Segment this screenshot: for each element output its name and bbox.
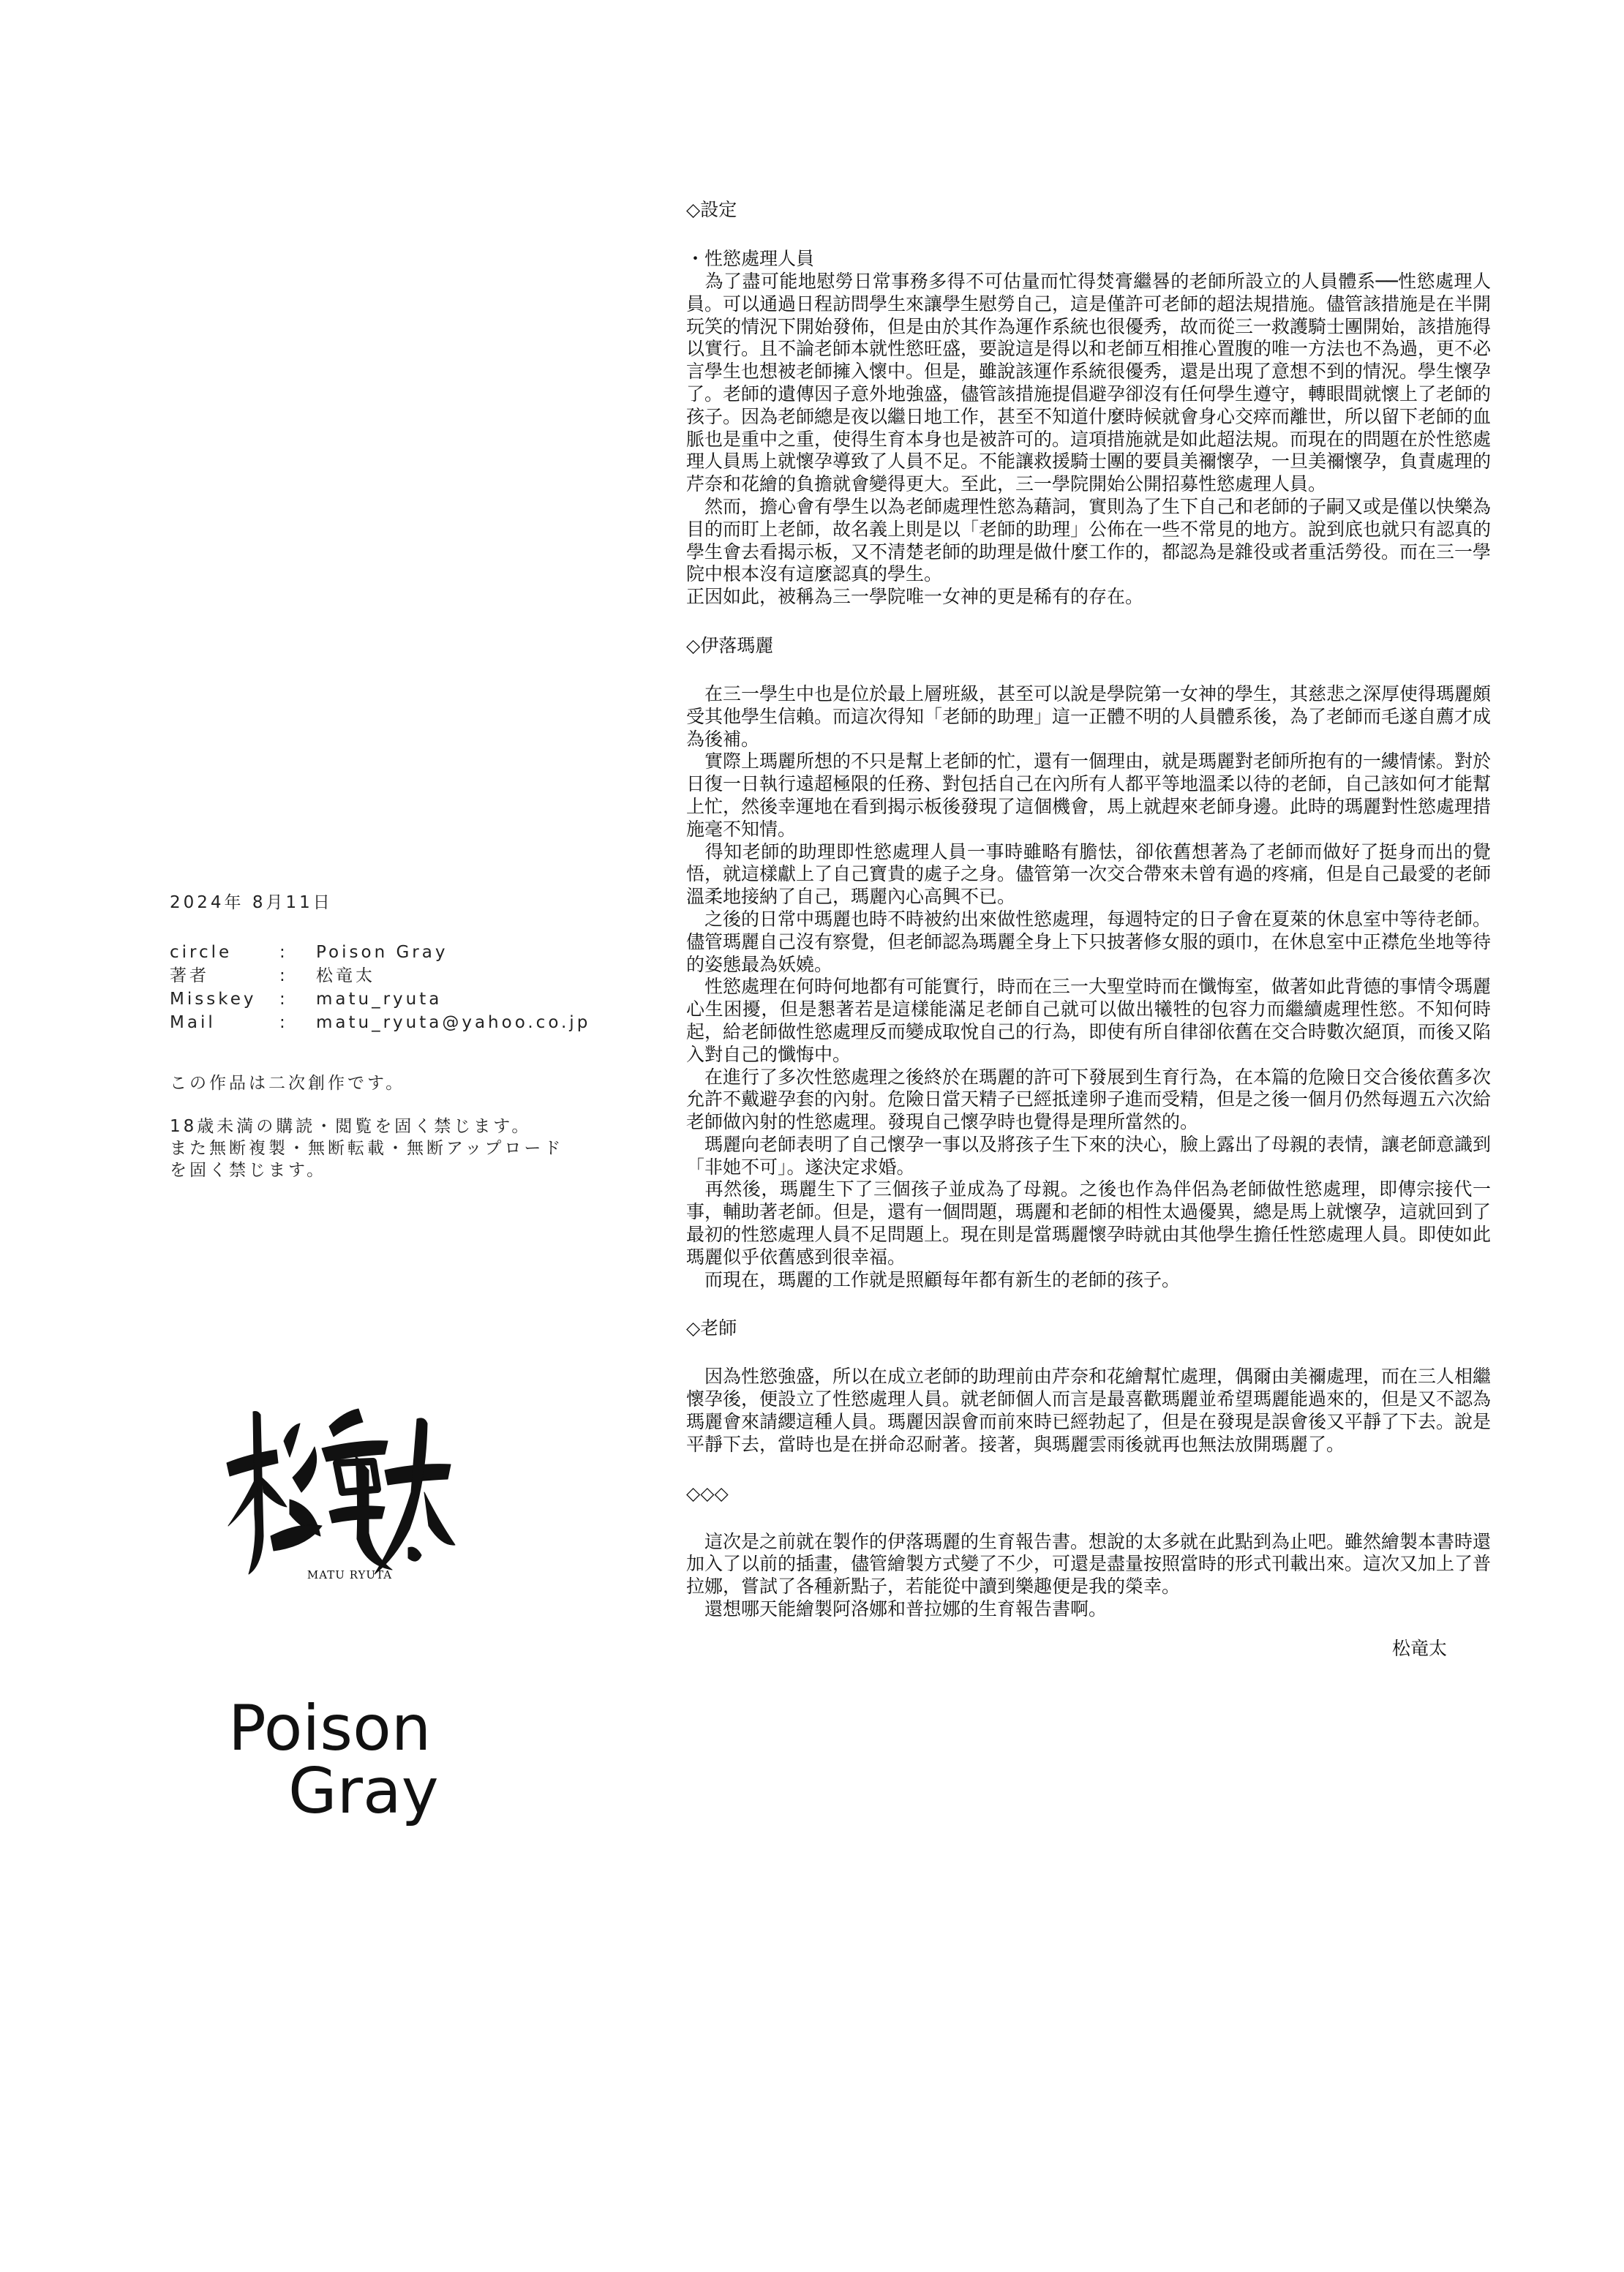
colophon-separator: : bbox=[279, 943, 288, 962]
notice-line: を固く禁じます。 bbox=[170, 1161, 327, 1180]
colophon-row bbox=[170, 941, 638, 964]
colophon-row bbox=[170, 988, 638, 1011]
section-heading-teacher: ◇老師 bbox=[686, 1317, 737, 1339]
paragraph: 實際上瑪麗所想的不只是幫上老師的忙，還有一個理由，就是瑪麗對老師所抱有的一縷情愫。對於日復一日執行遠超極限的任務、對包括自己在內所有人都平等地溫柔以待的老師，自己該如何才能幫上忙，然後幸運地在看到揭示板後發現了這個機會，馬上就趕來老師身邊。此時的瑪麗對性慾處理措施毫不知情。 bbox=[686, 751, 1492, 840]
section-heading-afterword: ◇◇◇ bbox=[686, 1482, 729, 1504]
signature-calligraphy-logo bbox=[219, 1383, 461, 1595]
colophon-value: Poison Gray bbox=[316, 943, 448, 962]
paragraph: 之後的日常中瑪麗也時不時被約出來做性慾處理，每週特定的日子會在夏萊的休息室中等待老師。儘管瑪麗自己沒有察覺，但老師認為瑪麗全身上下只披著修女服的頭巾，在休息室中正襟危坐地等待的姿態最為妖嬈。 bbox=[686, 908, 1492, 975]
colophon-row bbox=[170, 964, 638, 988]
paragraph: 因為性慾強盛，所以在成立老師的助理前由芹奈和花繪幫忙處理，偶爾由美禰處理，而在三人相繼懷孕後，便設立了性慾處理人員。就老師個人而言是最喜歡瑪麗並希望瑪麗能過來的，但是又不認為瑪麗會來請纓這種人員。瑪麗因誤會而前來時已經勃起了，但是在發現是誤會後又平靜了下去。說是平靜下去，當時也是在拼命忍耐著。接著，與瑪麗雲雨後就再也無法放開瑪麗了。 bbox=[686, 1366, 1492, 1455]
paragraph: 而現在，瑪麗的工作就是照顧每年都有新生的老師的孩子。 bbox=[686, 1268, 1181, 1290]
colophon-separator: : bbox=[279, 990, 288, 1009]
colophon-value: 松竜太 bbox=[316, 966, 375, 985]
paragraph: 得知老師的助理即性慾處理人員一事時雖略有膽怯，卻依舊想著為了老師而做好了挺身而出的覺悟，就這樣獻上了自己寶貴的處子之身。儘管第一次交合帶來未曾有過的疼痛，但是自己最愛的老師溫柔地接納了自己，瑪麗內心高興不已。 bbox=[686, 840, 1492, 908]
paragraph: 再然後，瑪麗生下了三個孩子並成為了母親。之後也作為伴侶為老師做性慾處理，即傳宗接代一事，輔助著老師。但是，還有一個問題，瑪麗和老師的相性太過優異，總是馬上就懷孕，這就回到了最初的性慾處理人員不足問題上。現在則是當瑪麗懷孕時就由其他學生擔任性慾處理人員。即使如此瑪麗似乎依舊感到很幸福。 bbox=[686, 1178, 1492, 1268]
colophon-value: matu_ryuta bbox=[316, 990, 443, 1009]
circle-logo-line-2: Gray bbox=[288, 1755, 439, 1828]
subheading-processing-staff: ・性慾處理人員 bbox=[686, 248, 815, 269]
afterword-article bbox=[686, 198, 1491, 1660]
colophon-key: circle bbox=[170, 943, 233, 962]
circle-logo-line-1: Poison bbox=[228, 1692, 432, 1765]
colophon-key: 著者 bbox=[170, 966, 209, 985]
paragraph: 然而，擔心會有學生以為老師處理性慾為藉詞，實則為了生下自己和老師的子嗣又或是僅以快樂為目的而盯上老師，故名義上則是以「老師的助理」公佈在一些不常見的地方。說到底也就只有認真的學生會去看揭示板，又不清楚老師的助理是做什麼工作的，都認為是雜役或者重活勞役。而在三一學院中根本沒有這麼認真的學生。 bbox=[686, 495, 1492, 585]
section-heading-mari: ◇伊落瑪麗 bbox=[686, 634, 774, 656]
circle-name-logo bbox=[228, 1692, 439, 1828]
paragraph: 性慾處理在何時何地都有可能實行，時而在三一大聖堂時而在懺悔室，做著如此背德的事情令瑪麗心生困擾，但是懇著若是這樣能滿足老師自己就可以做出犧牲的包容力而繼續處理性慾。不知何時起，給老師做性慾處理反而變成取悅自己的行為，即使有所自律卻依舊在交合時數次絕頂，而後又陷入對自己的懺悔中。 bbox=[686, 976, 1492, 1065]
age-restriction-notice bbox=[170, 1116, 638, 1181]
section-heading-settings: ◇設定 bbox=[686, 199, 737, 220]
colophon bbox=[170, 889, 638, 1181]
colophon-separator: : bbox=[279, 966, 288, 985]
author-signoff: 松竜太 bbox=[1391, 1637, 1447, 1659]
publication-date: 2024年 8月11日 bbox=[170, 893, 333, 912]
colophon-key: Mail bbox=[170, 1013, 216, 1032]
notice-line: また無断複製・無断転載・無断アップロード bbox=[170, 1139, 564, 1158]
colophon-separator: : bbox=[279, 1013, 288, 1032]
colophon-key: Misskey bbox=[170, 990, 257, 1009]
paragraph: 還想哪天能繪製阿洛娜和普拉娜的生育報告書啊。 bbox=[686, 1598, 1108, 1620]
colophon-row bbox=[170, 1011, 638, 1034]
paragraph: 為了盡可能地慰勞日常事務多得不可估量而忙得焚膏繼晷的老師所設立的人員體系──性慾處理人員。可以通過日程訪問學生來讓學生慰勞自己，這是僅許可老師的超法規措施。儘管該措施是在半開玩笑的情況下開始發佈，但是由於其作為運作系統也很優秀，故而從三一救護騎士團開始，該措施得以實行。且不論老師本就性慾旺盛，要說這是得以和老師互相推心置腹的唯一方法也不為過，更不必言學生也想被老師擁入懷中。但是，雖說該運作系統很優秀，還是出現了意想不到的情況。學生懷孕了。老師的遺傳因子意外地強盛，儘管該措施提倡避孕卻沒有任何學生遵守，轉眼間就懷上了老師的孩子。因為老師總是夜以繼日地工作，甚至不知道什麼時候就會身心交瘁而離世，所以留下老師的血脈也是重中之重，使得生育本身也是被許可的。這項措施就是如此超法規。而現在的問題在於性慾處理人員馬上就懷孕導致了人員不足。不能讓救援騎士團的要員美禰懷孕，一旦美禰懷孕，負責處理的芹奈和花繪的負擔就會變得更大。至此，三一學院開始公開招募性慾處理人員。 bbox=[686, 271, 1492, 495]
derivative-work-notice: この作品は二次創作です。 bbox=[170, 1074, 406, 1093]
paragraph: 這次是之前就在製作的伊落瑪麗的生育報告書。想說的太多就在此點到為止吧。雖然繪製本書時還加入了以前的插畫，儘管繪製方式變了不少，可還是盡量按照當時的形式刊載出來。這次又加上了普拉娜，嘗試了各種新點子，若能從中讀到樂趣便是我的榮幸。 bbox=[686, 1530, 1492, 1598]
signature-caption: MATU RYUTA bbox=[307, 1568, 393, 1581]
paragraph: 在三一學生中也是位於最上層班級，甚至可以說是學院第一女神的學生，其慈悲之深厚使得瑪麗頗受其他學生信賴。而這次得知「老師的助理」這一正體不明的人員體系後，為了老師而毛遂自薦才成為後補。 bbox=[686, 682, 1492, 750]
paragraph: 在進行了多次性慾處理之後終於在瑪麗的許可下發展到生育行為，在本篇的危險日交合後依舊多次允許不戴避孕套的內射。危險日當天精子已經抵達卵子進而受精，但是之後一個月仍然每週五六次給老師做內射的性慾處理。發現自己懷孕時也覺得是理所當然的。 bbox=[686, 1066, 1492, 1133]
paragraph: 瑪麗向老師表明了自己懷孕一事以及將孩子生下來的決心，臉上露出了母親的表情，讓老師意識到「非她不可」。遂決定求婚。 bbox=[686, 1133, 1492, 1178]
notice-line: 18歳未満の購読・閲覧を固く禁じます。 bbox=[170, 1117, 532, 1136]
paragraph: 正因如此，被稱為三一學院唯一女神的更是稀有的存在。 bbox=[686, 586, 1144, 608]
colophon-value: matu_ryuta@yahoo.co.jp bbox=[316, 1013, 591, 1032]
